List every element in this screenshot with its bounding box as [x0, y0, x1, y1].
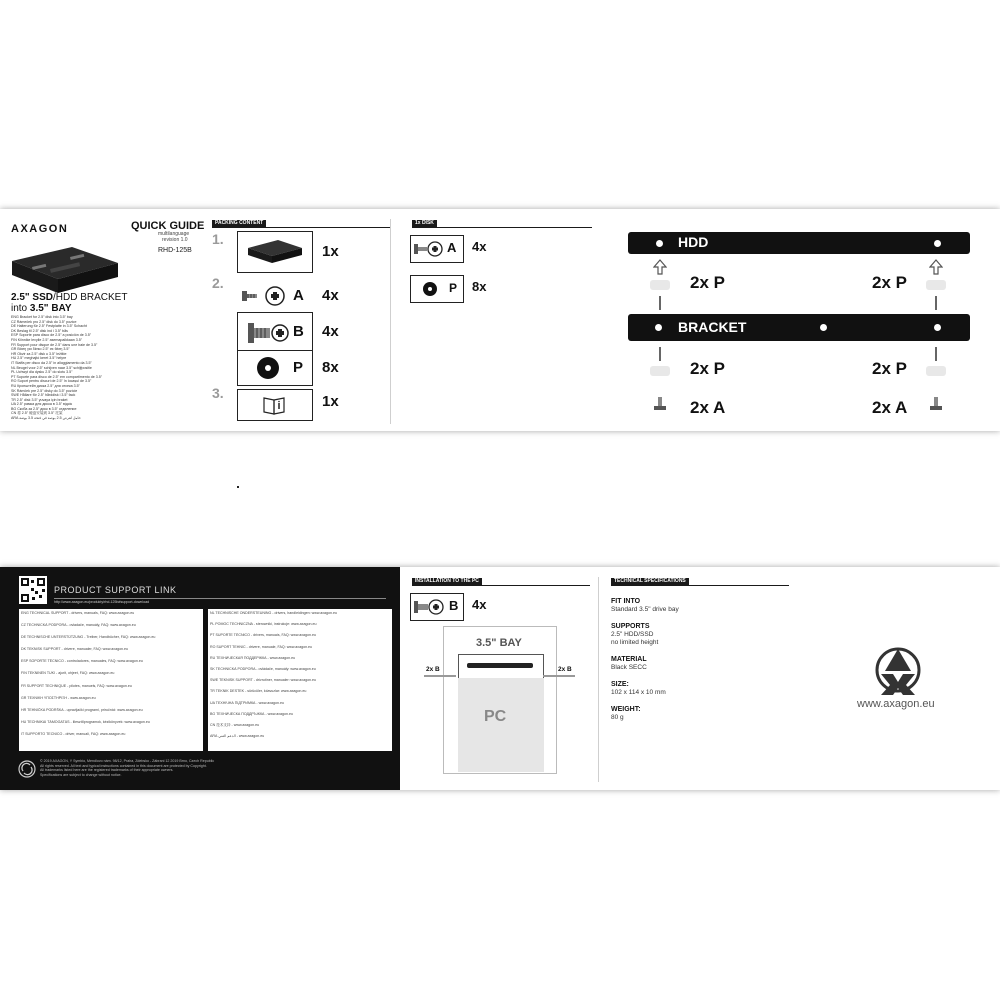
side-screw-right	[543, 675, 575, 677]
language-line: PL Uchwyt dla dysku 2.5" do slotu 3.5"	[11, 370, 73, 375]
model-number: RHD-125B	[158, 247, 192, 254]
screw-hole	[934, 240, 941, 247]
support-text-line: HU TECHNIKAI TÁMOGATÁS - illesztőprogramok, kézikönyvek: www.axagon.eu	[21, 719, 150, 724]
language-line: UA 2.5" рамка для диска в 3.5" відсік	[11, 402, 73, 407]
language-line: ENG Bracket for 2.5" disk into 3.5" bay	[11, 315, 73, 319]
screw-count-label: 2x A	[690, 398, 726, 417]
guide-title: QUICK GUIDE	[131, 220, 205, 232]
part-letter-a: A	[293, 287, 304, 304]
pad-count-label: 2x P	[872, 273, 907, 292]
disk-header: 1x DISK	[412, 220, 437, 227]
support-text-line: PT SUPORTE TÉCNICO - drivers, manuais, FAQ: www.axagon.eu	[210, 633, 317, 638]
support-text-line: CZ TECHNICKÁ PODPORA - ovladače, manuály, FAQ: www.axagon.eu	[21, 623, 136, 628]
support-text-line: ENG TECHNICAL SUPPORT - drivers, manuals, FAQ: www.axagon.eu	[21, 611, 135, 615]
bay-label: 3.5" BAY	[476, 637, 522, 649]
arrow-line	[659, 347, 661, 361]
pc-case-diagram	[443, 626, 557, 774]
screw-hole	[655, 324, 662, 331]
spec-row	[611, 705, 781, 722]
rubber-pad	[650, 366, 670, 376]
support-text-left	[19, 609, 203, 751]
pad-count-label: 2x P	[690, 359, 725, 378]
copyright-footer	[40, 759, 240, 777]
manual-quantity: 1x	[322, 393, 339, 410]
spec-value: Standard 3.5" drive bay	[611, 606, 679, 613]
support-text-line: DE TECHNISCHE UNTERSTÜTZUNG - Treiber, Handbücher, FAQ: www.axagon.eu	[21, 635, 156, 640]
step-number: 2.	[212, 275, 224, 291]
language-line: ESP Soporte para disco de 2.5" a posición de 3.5"	[11, 333, 92, 338]
specs-list	[611, 597, 781, 730]
spec-key: SIZE:	[611, 681, 629, 688]
bracket-quantity: 1x	[322, 243, 339, 260]
support-text-line: FR SUPPORT TECHNIQUE - pilotes, manuels, FAQ: www.axagon.eu	[21, 683, 132, 688]
screw-a-quantity: 4x	[322, 287, 339, 304]
support-text-line: SK TECHNICKÁ PODPORA - ovládače, manuály: www.axagon.eu	[210, 666, 316, 671]
packing-header-rule	[212, 227, 390, 228]
support-text-line: GR ΤΕΧΝΙΚΗ ΥΠΟΣΤΗΡΙΞΗ - www.axagon.eu	[21, 695, 96, 700]
support-text-line: RO SUPORT TEHNIC - drivere, manuale, FAQ: www.axagon.eu	[210, 644, 313, 649]
disk-screw-a-quantity: 4x	[472, 239, 487, 254]
screw-b-quantity: 4x	[322, 323, 339, 340]
language-line: IT Staffa per disco da 2.5" in alloggiamento da 3.5"	[11, 360, 92, 365]
step-number: 1.	[212, 231, 224, 247]
pad-quantity: 8x	[322, 359, 339, 376]
screw-a-icon	[928, 395, 944, 413]
step-number: 3.	[212, 385, 224, 401]
language-list	[11, 315, 131, 421]
side-screw-label-right: 2x B	[558, 666, 572, 673]
support-text-line: CN 技术支持 - www.axagon.eu	[210, 722, 260, 727]
arrow-line	[935, 347, 937, 361]
language-line: ARA حامل لقرص 2.5 بوصة في فتحة 3.5 بوصة	[11, 416, 81, 421]
product-heading: 2.5" SSD/HDD BRACKET into 3.5" BAY	[11, 292, 128, 314]
language-line: SWE Hållare för 2.5" hårddisk i 3.5" fack	[11, 393, 76, 398]
specs-header-rule	[611, 585, 789, 586]
specs-header: TECHNICAL SPECIFICATIONS	[611, 578, 689, 585]
manual-item-box	[237, 389, 313, 421]
spec-key: WEIGHT:	[611, 706, 641, 713]
support-text-line: RU ТЕХНИЧЕСКАЯ ПОДДЕРЖКА - www.axagon.eu	[210, 655, 296, 660]
disk-screw-a-box	[410, 235, 464, 263]
arrow-line	[935, 296, 937, 310]
part-letter-b: B	[293, 323, 304, 340]
disk-pad-box	[410, 275, 464, 303]
language-line: NL Beugel voor 2.5" schijven naar 3.5" schijfpositie	[11, 365, 92, 370]
copyright-line: Specifications are subject to change without notice.	[40, 772, 122, 777]
bracket-item-box	[237, 231, 313, 273]
installation-header: INSTALLATION TO THE PC	[412, 578, 482, 585]
support-title: PRODUCT SUPPORT LINK	[54, 585, 177, 595]
disk-pad-quantity: 8x	[472, 279, 487, 294]
hdd-bar	[628, 232, 970, 254]
screw-hole	[934, 324, 941, 331]
panel-divider	[598, 577, 599, 782]
guide-subtitle: multilanguage	[158, 231, 190, 237]
language-line: GR Βάση για δίσκο 2.5" σε θέση 3.5"	[11, 347, 70, 352]
support-text-line: PL POMOC TECHNICZNA - sterowniki, instrukcje: www.axagon.eu	[210, 622, 317, 627]
arrow-up-icon	[653, 259, 667, 275]
quick-guide-back-sheet	[0, 567, 1000, 790]
spec-row	[611, 597, 781, 614]
part-letter-b: B	[449, 598, 459, 613]
spec-key: SUPPORTS	[611, 623, 650, 630]
copyright-line: All rights reserved. All text and typical instructions contained in this document are protected by Copyright.	[40, 763, 207, 768]
install-screw-quantity: 4x	[472, 597, 487, 612]
bracket-in-bay	[467, 663, 533, 668]
support-text-line: BG ТЕХНИЧЕСКА ПОДДРЪЖКА - www.axagon.eu	[210, 711, 294, 716]
spec-value: 2.5" HDD/SSD no limited height	[611, 631, 659, 646]
language-line: PT Suporte para disco de 2.5" em compartimento de 3.5"	[11, 374, 102, 379]
qr-code-icon	[19, 576, 47, 604]
pad-count-label: 2x P	[872, 359, 907, 378]
copyright-line: All trademarks listed here are the registered trademarks of their appropriate owners.	[40, 768, 174, 773]
spec-key: FIT INTO	[611, 598, 641, 605]
support-text-line: UA ТЕХНІЧНА ПІДТРИМКА - www.axagon.eu	[210, 700, 285, 705]
support-text-line: ESP SOPORTE TÉCNICO - controladores, manuales, FAQ: www.axagon.eu	[21, 659, 143, 664]
language-line: BG Скоба за 2.5" диск в 3.5" отделение	[11, 406, 77, 411]
bracket-bar	[628, 314, 970, 341]
packing-header: PACKING CONTENT	[212, 220, 266, 227]
language-line: DE Halterung für 2.5" Festplatte in 3.5" Schacht	[11, 324, 87, 329]
website-link[interactable]: www.axagon.eu	[857, 698, 935, 710]
screw-count-label: 2x A	[872, 398, 908, 417]
spec-row	[611, 680, 781, 697]
axagon-logo-icon	[873, 645, 923, 695]
language-line: FIN Kiinnike levylle 2.5" asemapaikkaan 3.5"	[11, 337, 83, 342]
manual-book-icon	[238, 390, 312, 420]
part-letter-p: P	[293, 359, 304, 376]
rubber-pad	[650, 280, 670, 290]
installation-header-rule	[412, 585, 590, 586]
pc-body	[458, 678, 544, 772]
pad-count-label: 2x P	[690, 273, 725, 292]
disk-header-rule	[412, 227, 592, 228]
spec-value: Black SECC	[611, 664, 647, 671]
side-screw-left	[424, 675, 456, 677]
bracket-product-image	[10, 241, 120, 297]
language-line: FR Support pour disque de 2.5" dans une baie de 3.5"	[11, 342, 98, 347]
language-line: HR Okvir za 2.5" disk u 3.5" ležište	[11, 351, 67, 356]
screw-hole	[656, 240, 663, 247]
brand-logo-text: AXAGON	[11, 223, 69, 235]
rubber-pad	[926, 366, 946, 376]
support-text-line: ARA الدعم الفني - www.axagon.eu	[210, 734, 265, 739]
recycle-icon	[18, 760, 36, 778]
support-text-line: HR TEHNIČKA PODRŠKA - upravljački programi, priručnici: www.axagon.eu	[21, 707, 143, 712]
bracket-label: BRACKET	[678, 319, 747, 335]
arrow-line	[659, 296, 661, 310]
language-line: CN 将 2.5" 硬盘安装到 3.5" 托架	[11, 411, 63, 416]
bracket-icon	[238, 232, 312, 272]
spec-row	[611, 655, 781, 672]
language-line: HU 2.5" meghajtó keret 3.5" helyre	[11, 356, 67, 361]
support-rule	[54, 598, 386, 599]
support-text-line: IT SUPPORTO TECNICO - driver, manuali, FAQ: www.axagon.eu	[21, 731, 126, 736]
language-line: CZ Rámeček pro 2.5" disk do 3.5" pozice	[11, 319, 77, 324]
part-letter-p: P	[449, 281, 458, 295]
support-text-line: NL TECHNISCHE ONDERSTEUNING - drivers, handleidingen: www.axagon.eu	[210, 611, 338, 615]
support-text-line: TR TEKNİK DESTEK - sürücüler, kılavuzlar: www.axagon.eu	[210, 689, 307, 694]
part-letter-a: A	[447, 240, 457, 255]
pc-label: PC	[484, 708, 507, 725]
screw-a-icon	[652, 395, 668, 413]
drive-bay	[458, 654, 544, 680]
screw-a-icon	[240, 285, 290, 307]
install-screw-b-box	[410, 593, 464, 621]
support-url[interactable]: http://www.axagon.eu/produkty/rhd-125b#support-download	[54, 600, 150, 604]
spec-row	[611, 622, 781, 647]
support-text-line: FIN TEKNINEN TUKI - ajurit, ohjeet, FAQ: www.axagon.eu	[21, 671, 115, 676]
panel-divider	[390, 219, 391, 424]
language-line: RU Кронштейн диска 2.5" для отсека 3.5"	[11, 383, 80, 388]
screw-hole	[820, 324, 827, 331]
support-text-right	[208, 609, 392, 751]
hdd-label: HDD	[678, 234, 709, 250]
language-line: RO Suport pentru discuri de 2.5" în locașul de 3.5"	[11, 379, 92, 384]
rubber-pad	[926, 280, 946, 290]
spec-value: 80 g	[611, 714, 624, 721]
language-line: TR 2.5" disk 3.5" yuvaya için braket	[11, 397, 68, 402]
guide-revision: revision 1.0	[162, 237, 188, 243]
support-text-line: DK TEKNISK SUPPORT - drivere, manualer, FAQ: www.axagon.eu	[21, 647, 129, 652]
language-line: DK Beslag til 2.5" disk ind i 3.5" bås	[11, 328, 68, 333]
support-panel	[0, 567, 400, 790]
side-screw-label-left: 2x B	[426, 666, 440, 673]
spec-value: 102 x 114 x 10 mm	[611, 689, 666, 696]
language-line: SK Rámček pre 2.5" disky do 3.5" pozície	[11, 388, 78, 393]
spec-key: MATERIAL	[611, 656, 647, 663]
copyright-line: © 2019 AXAGON, Y Symbio, Mendlovo nám. 98/12, Praha, Zdebsko - Zábrani 12 2019 Brno, Czech Republic	[40, 759, 215, 763]
support-text-line: SWE TEKNISK SUPPORT - drivrutiner, manualer: www.axagon.eu	[210, 678, 317, 683]
quick-guide-front-sheet	[0, 209, 1000, 431]
arrow-up-icon	[929, 259, 943, 275]
